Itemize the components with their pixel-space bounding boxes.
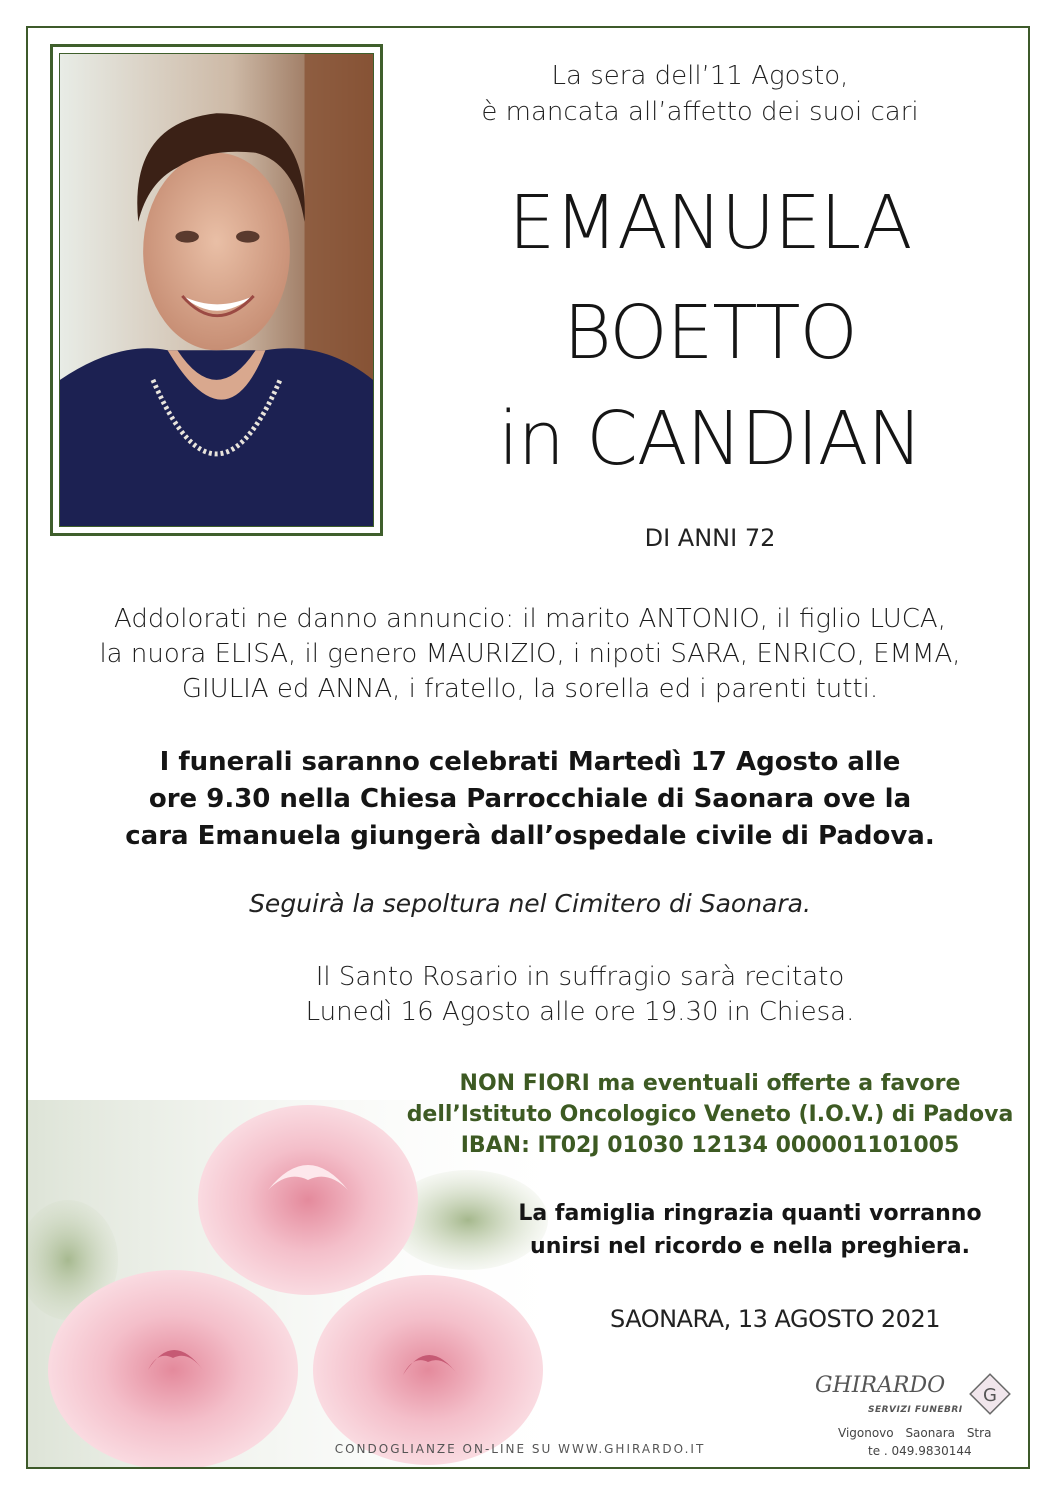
portrait-photo (59, 53, 374, 527)
thanks-line: unirsi nel ricordo e nella preghiera. (530, 1234, 970, 1259)
company-logo-letter: G (983, 1385, 997, 1406)
donation-line: NON FIORI ma eventuali offerte a favore (459, 1071, 961, 1096)
dateline: SAONARA, 13 AGOSTO 2021 (610, 1305, 940, 1333)
first-name: EMANUELA (508, 180, 912, 266)
donation-info (400, 1068, 1020, 1161)
announcement-line: GIULIA ed ANNA, i fratello, la sorella ed i parenti tutti. (181, 674, 879, 704)
company-address: Vigonovo Saonara Stra (838, 1426, 992, 1440)
last-name: BOETTO (563, 290, 857, 376)
intro-text (420, 58, 980, 130)
portrait-frame (50, 44, 383, 536)
condolences-link[interactable]: CONDOGLIANZE ON-LINE SU WWW.GHIRARDO.IT (334, 1442, 706, 1456)
announcement (70, 602, 990, 707)
company-phone: te . 049.9830144 (868, 1444, 972, 1458)
iban-line: IBAN: IT02J 01030 12134 000001101005 (460, 1133, 960, 1158)
intro-line: è mancata all’affetto dei suoi cari (481, 97, 919, 127)
burial-info: Seguirà la sepoltura nel Cimitero di Saonara. (249, 889, 811, 918)
thanks-text (480, 1197, 1020, 1263)
married-name: in CANDIAN (498, 396, 922, 482)
funeral-line: I funerali saranno celebrati Martedì 17 Agosto alle (159, 747, 901, 777)
announcement-line: Addolorati ne danno annuncio: il marito ANTONIO, il figlio LUCA, (114, 604, 946, 634)
rosary-line: Il Santo Rosario in suffragio sarà recitato (315, 962, 845, 992)
thanks-line: La famiglia ringrazia quanti vorranno (518, 1201, 982, 1226)
funeral-line: ore 9.30 nella Chiesa Parrocchiale di Saonara ove la (148, 784, 912, 814)
funeral-line: cara Emanuela giungerà dall’ospedale civile di Padova. (125, 821, 935, 851)
rosary-info (300, 960, 860, 1030)
funeral-info (70, 744, 990, 855)
intro-line: La sera dell’11 Agosto, (551, 61, 849, 91)
company-logo-sub: SERVIZI FUNEBRI (868, 1405, 963, 1415)
company-logo-name: GHIRARDO (815, 1373, 946, 1398)
company-logo-icon (968, 1372, 1012, 1416)
portrait-image (60, 54, 373, 526)
donation-line: dell’Istituto Oncologico Veneto (I.O.V.) di Padova (406, 1102, 1014, 1127)
rosary-line: Lunedì 16 Agosto alle ore 19.30 in Chiesa. (305, 997, 855, 1027)
age-text: DI ANNI 72 (644, 524, 776, 552)
announcement-line: la nuora ELISA, il genero MAURIZIO, i nipoti SARA, ENRICO, EMMA, (99, 639, 961, 669)
